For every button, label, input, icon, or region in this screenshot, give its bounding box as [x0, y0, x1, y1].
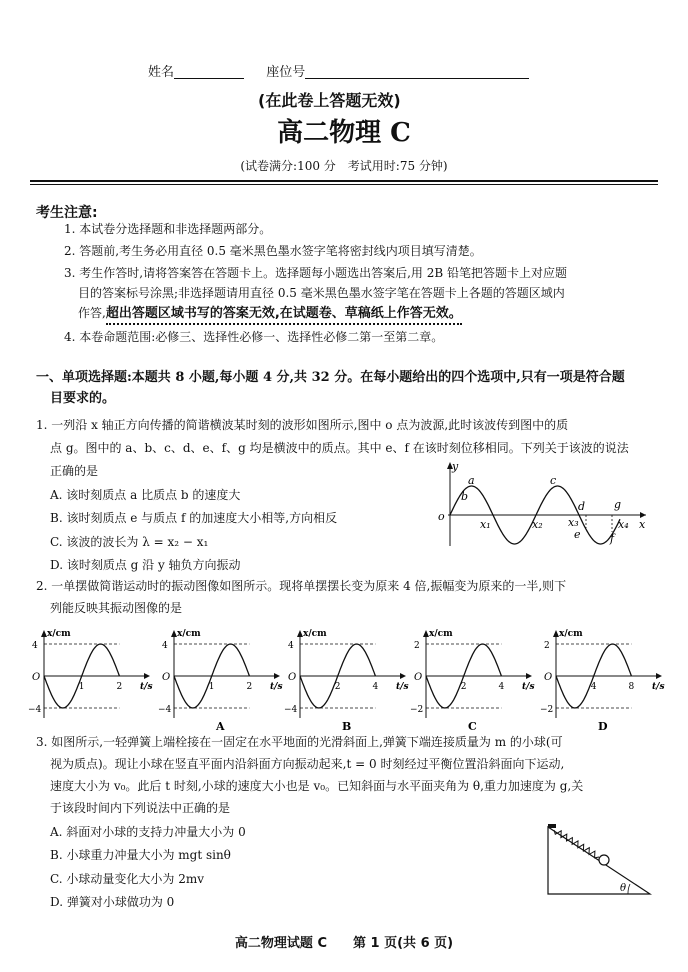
q2-xtick-full: 2: [116, 682, 123, 692]
q3-option-b: B. 小球重力冲量大小为 mgt sinθ: [50, 848, 231, 862]
page-footer: [0, 932, 688, 951]
q2-ytick-top: 4: [288, 641, 294, 651]
q2-origin: O: [288, 672, 297, 683]
q1-stem-line1: 1. 一列沿 x 轴正方向传播的简谐横波某时刻的波形如图所示,图中 o 点为波源,此时该波传到图中的质: [36, 418, 569, 432]
q2-graph-c: [410, 624, 542, 732]
q3-option-a: A. 斜面对小球的支持力冲量大小为 0: [50, 825, 246, 839]
q2-ytick-bottom: −4: [158, 705, 172, 715]
notice-item-3: 3. 考生作答时,请将答案答在答题卡上。选择题每小题选出答案后,用 2B 铅笔把答题卡上对应题: [64, 266, 567, 280]
seat-blank: [305, 64, 529, 79]
section-heading-line2: 目要求的。: [50, 391, 116, 406]
notice-item-3-line3: [78, 307, 462, 320]
name-field: [148, 64, 529, 79]
q3-angle-arc: [628, 884, 630, 894]
q1-tick-x1: x₁: [480, 518, 491, 531]
page-title: 高二物理 C: [277, 118, 411, 148]
q2-origin: O: [544, 672, 553, 683]
q3-stem-line2: 视为质点)。现让小球在竖直平面内沿斜面方向振动起来,t = 0 时刻经过平衡位置沿斜面向下运动,: [50, 757, 565, 771]
q2-graph-a: [158, 624, 290, 732]
q2-ytick-bottom: −2: [410, 705, 424, 715]
q2-origin: O: [414, 672, 423, 683]
invalid-note: (在此卷上答题无效): [258, 91, 401, 110]
q2-graph-d: [540, 624, 672, 732]
q2-t-arrow: [274, 673, 280, 679]
q1-origin-label: o: [438, 510, 445, 523]
q2-ytick-top: 4: [162, 641, 168, 651]
q2-ytick-top: 4: [32, 641, 38, 651]
q2-option-label: D: [598, 720, 608, 732]
q2-option-label: B: [342, 720, 352, 732]
q2-t-arrow: [400, 673, 406, 679]
q2-ytick-top: 2: [414, 641, 420, 651]
q2-graph-b: [284, 624, 416, 732]
q1-option-c: C. 该波的波长为 λ = x₂ − x₁: [50, 535, 209, 549]
q2-stem-line1: 2. 一单摆做简谐运动时的振动图像如图所示。现将单摆摆长变为原来 4 倍,振幅变为原来的一半,则下: [36, 579, 567, 593]
q2-x-label: t/s: [270, 682, 283, 692]
notice-item-3-emphasis: 超出答题区域书写的答案无效,在试题卷、草稿纸上作答无效。: [106, 306, 462, 325]
name-blank: [174, 64, 244, 79]
q1-label-c: c: [550, 474, 557, 487]
q1-tick-x3: x₃: [568, 516, 579, 529]
q3-option-d: D. 弹簧对小球做功为 0: [50, 895, 175, 909]
q2-t-arrow: [656, 673, 662, 679]
q2-ytick-bottom: −2: [540, 705, 554, 715]
q2-ytick-top: 2: [544, 641, 550, 651]
q2-xtick-half: 1: [208, 682, 215, 692]
q1-x-label: x: [639, 518, 646, 531]
q2-x-label: t/s: [140, 682, 153, 692]
q2-graph-original: [28, 624, 160, 732]
notice-item-3-prefix: 作答,: [78, 306, 106, 320]
q2-xtick-full: 8: [628, 682, 635, 692]
footer-page: 第 1 页(共 6 页): [353, 936, 454, 951]
section-heading-line1: 一、单项选择题:本题共 8 小题,每小题 4 分,共 32 分。在每小题给出的四个选项中,只有一项是符合题: [36, 370, 625, 385]
q3-incline-figure: [544, 822, 656, 898]
q3-stem-line4: 于该段时间内下列说法中正确的是: [50, 801, 231, 815]
q2-ytick-bottom: −4: [284, 705, 298, 715]
q2-t-arrow: [144, 673, 150, 679]
q3-spring: [554, 830, 599, 858]
q2-xtick-full: 4: [372, 682, 379, 692]
q2-origin: O: [162, 672, 171, 683]
q3-ball: [599, 855, 609, 865]
name-label: 姓名: [148, 65, 175, 80]
footer-subject: 高二物理试题 C: [234, 936, 327, 951]
q1-tick-x4: x₄: [618, 518, 629, 531]
q1-stem-line2: 点 g。图中的 a、b、c、d、e、f、g 均是横波中的质点。其中 e、f 在该时刻位移相同。下列关于该波的说法: [50, 441, 629, 455]
header-rule-thin: [30, 184, 658, 185]
notice-item-4: 4. 本卷命题范围:必修三、选择性必修一、选择性必修二第一至第二章。: [64, 330, 444, 344]
q1-tick-x2: x₂: [532, 518, 543, 531]
q1-option-b: B. 该时刻质点 e 与质点 f 的加速度大小相等,方向相反: [50, 511, 338, 525]
notice-item-3-line2: 目的答案标号涂黑;非选择题请用直径 0.5 毫米黑色墨水签字笔在答题卡上各题的答题区域内: [78, 286, 565, 300]
exam-info: (试卷满分:100 分 考试用时:75 分钟): [240, 159, 448, 173]
q2-xtick-half: 4: [590, 682, 597, 692]
q3-mount: [548, 824, 556, 828]
q2-xtick-full: 2: [246, 682, 253, 692]
q2-xtick-full: 4: [498, 682, 505, 692]
q3-option-c: C. 小球动量变化大小为 2mv: [50, 872, 204, 886]
q1-option-a: A. 该时刻质点 a 比质点 b 的速度大: [50, 488, 241, 502]
q2-y-label: x/cm: [429, 629, 453, 639]
q2-x-label: t/s: [522, 682, 535, 692]
q2-x-label: t/s: [652, 682, 665, 692]
q1-label-a: a: [468, 474, 475, 487]
q1-label-g: g: [614, 498, 622, 511]
q1-label-f: f: [610, 532, 615, 545]
q2-t-arrow: [526, 673, 532, 679]
q2-y-label: x/cm: [559, 629, 583, 639]
notice-heading: 考生注意:: [36, 205, 98, 221]
q2-xtick-half: 1: [78, 682, 85, 692]
q2-x-label: t/s: [396, 682, 409, 692]
q2-xtick-half: 2: [334, 682, 341, 692]
q3-stem-line3: 速度大小为 v₀。此后 t 时刻,小球的速度大小也是 v₀。已知斜面与水平面夹角为 θ,重力加速度为 g,关: [50, 779, 584, 793]
q2-stem-line2: 列能反映其振动图像的是: [50, 601, 183, 615]
q2-option-label: A: [216, 720, 225, 732]
q2-option-label: C: [468, 720, 477, 732]
notice-item-2: 2. 答题前,考生务必用直径 0.5 毫米黑色墨水签字笔将密封线内项目填写清楚。: [64, 244, 482, 258]
q1-label-b: b: [461, 490, 469, 503]
q3-angle-label: θ: [620, 883, 627, 894]
header-rule-thick: [30, 180, 658, 182]
q1-label-e: e: [574, 528, 581, 541]
notice-item-1: 1. 本试卷分选择题和非选择题两部分。: [64, 222, 272, 236]
q1-stem-line3: 正确的是: [50, 464, 99, 478]
q2-y-label: x/cm: [47, 629, 71, 639]
q3-stem-line1: 3. 如图所示,一轻弹簧上端栓接在一固定在水平地面的光滑斜面上,弹簧下端连接质量为 m 的小球(可: [36, 735, 563, 749]
q2-y-label: x/cm: [177, 629, 201, 639]
q1-wave-figure: [434, 458, 656, 550]
q1-label-d: d: [578, 500, 586, 513]
seat-label: 座位号: [266, 65, 306, 80]
q2-y-label: x/cm: [303, 629, 327, 639]
q1-y-label: y: [452, 460, 459, 473]
q2-origin: O: [32, 672, 41, 683]
q2-xtick-half: 2: [460, 682, 467, 692]
q1-option-d: D. 该时刻质点 g 沿 y 轴负方向振动: [50, 558, 241, 572]
q2-ytick-bottom: −4: [28, 705, 42, 715]
